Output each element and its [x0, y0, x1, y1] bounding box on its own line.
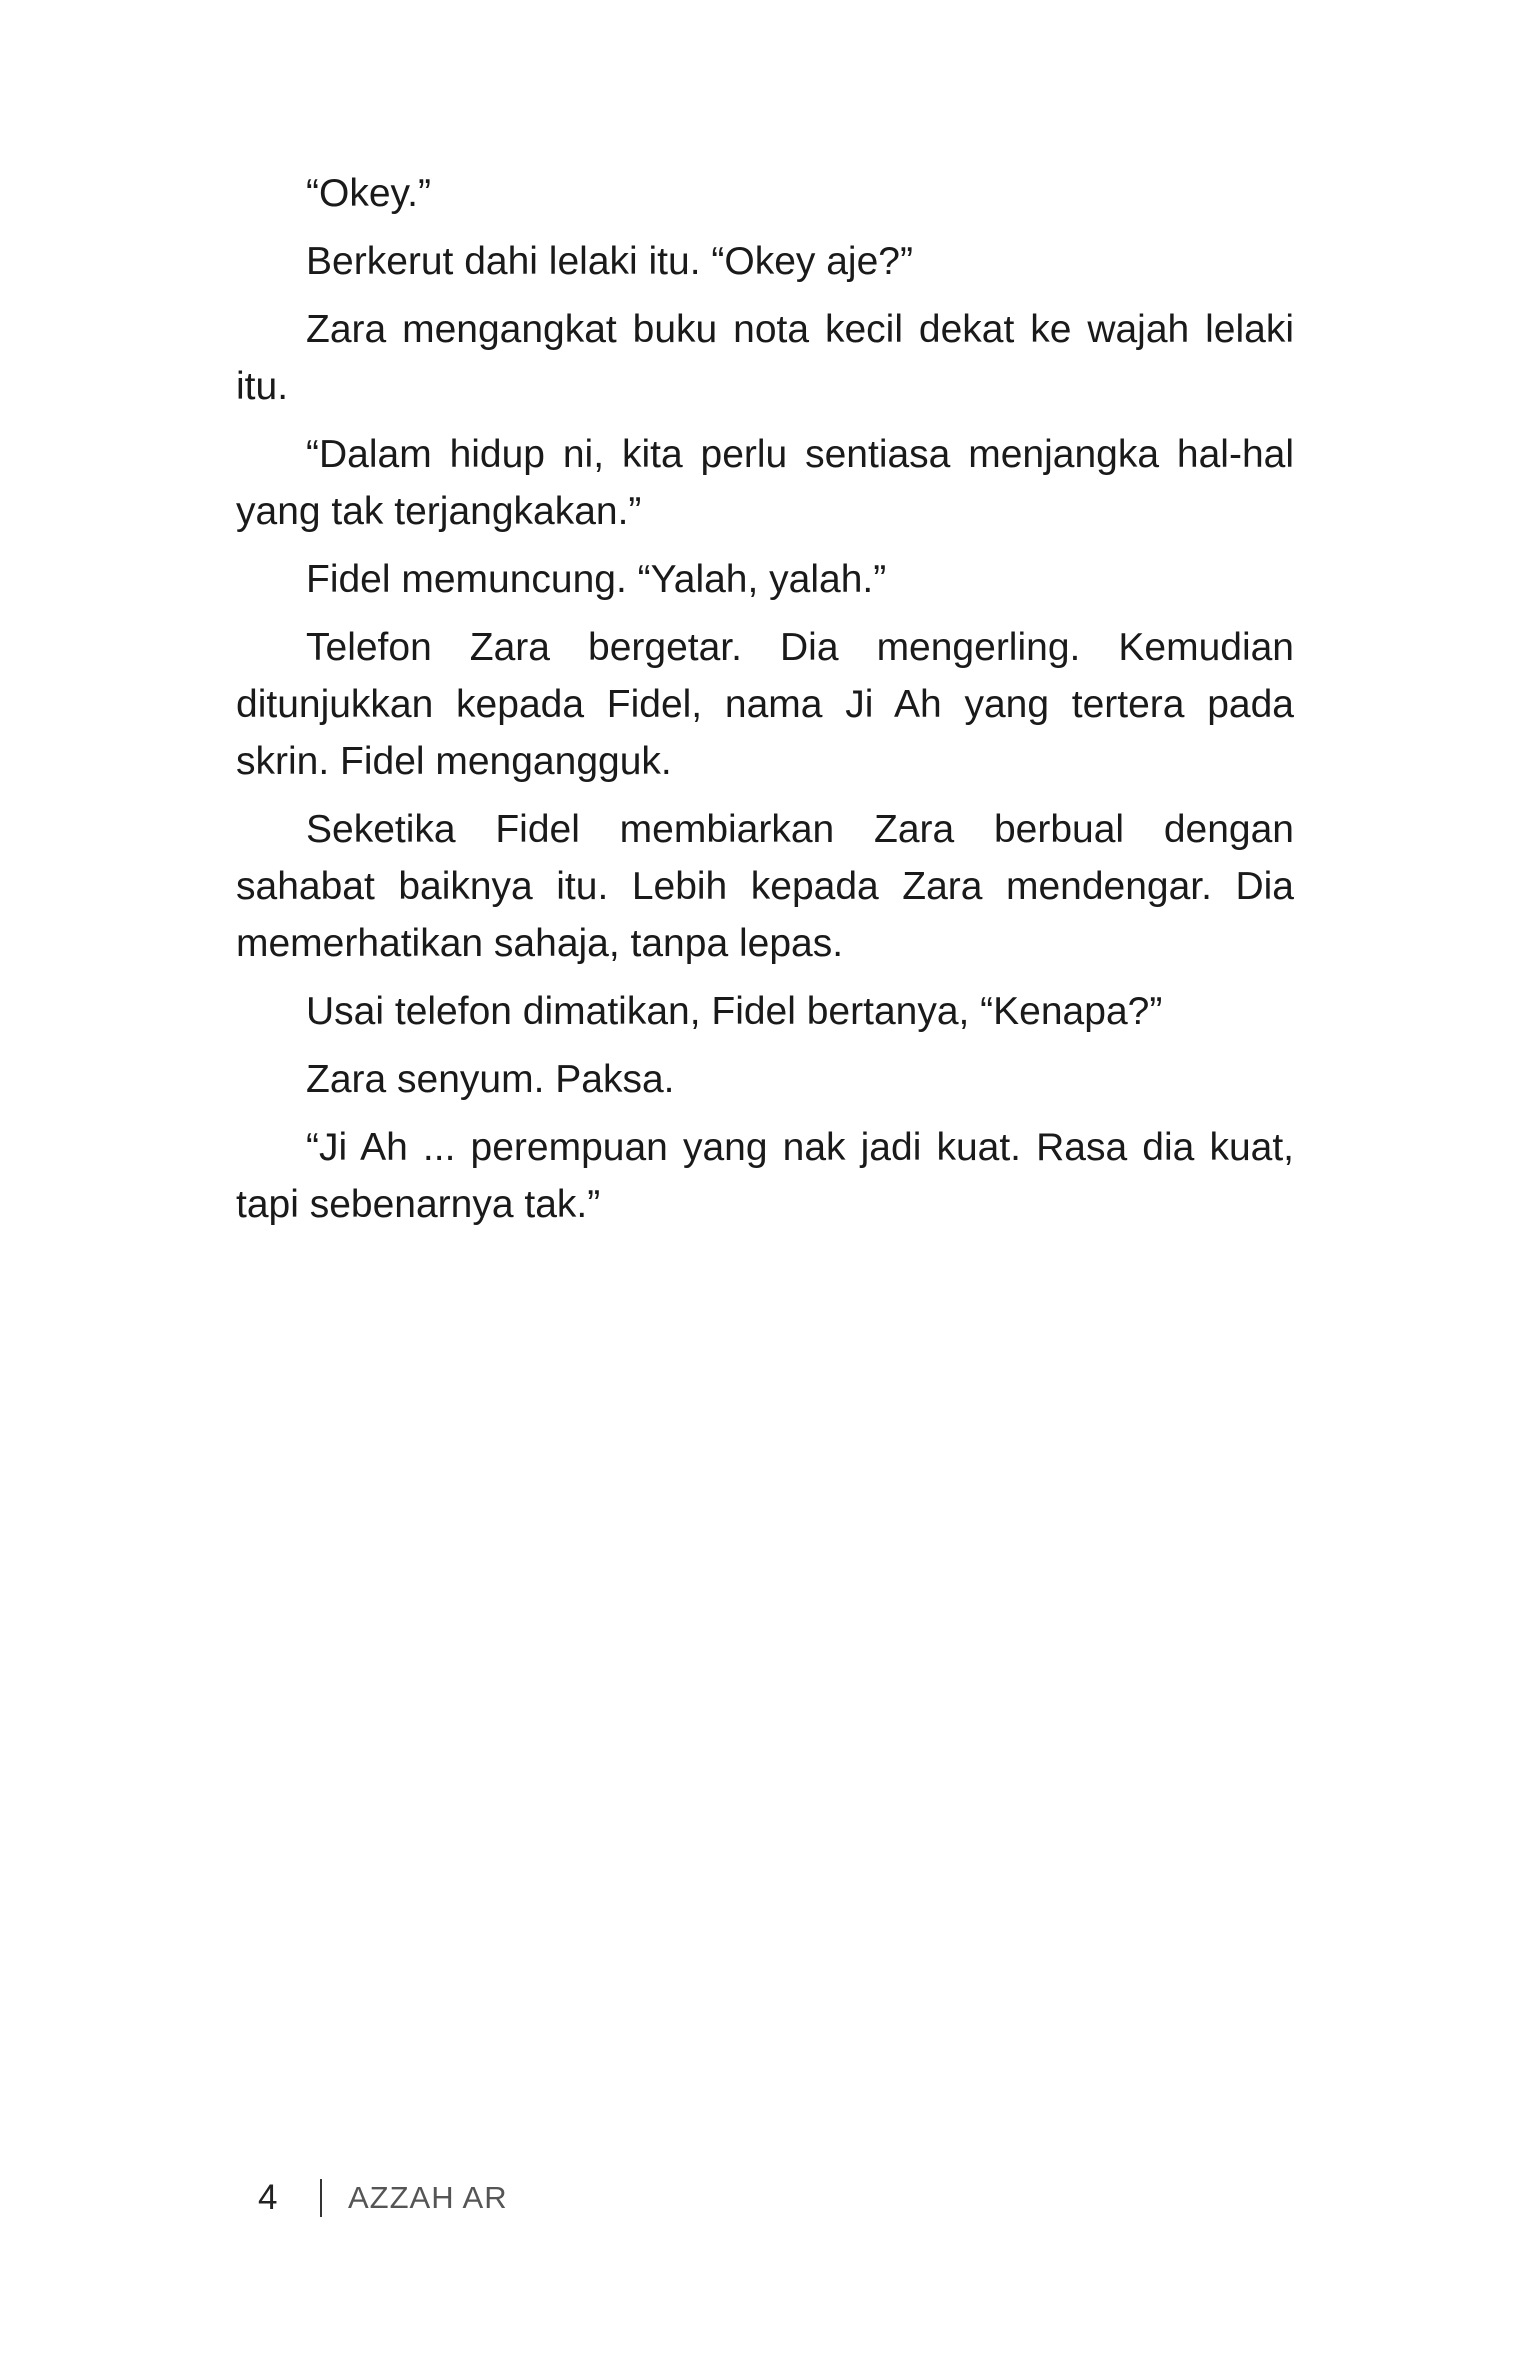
page-footer — [258, 2175, 508, 2221]
paragraph: Fidel memuncung. “Yalah, yalah.” — [306, 558, 887, 601]
paragraph: Telefon Zara bergetar. Dia mengerling. Kemudian ditunjukkan kepada Fidel, nama Ji Ah yang tertera pada skrin. Fidel mengangguk. — [236, 626, 1294, 783]
paragraph: “Okey.” — [306, 172, 431, 215]
body-text — [236, 165, 1294, 1244]
paragraph: Berkerut dahi lelaki itu. “Okey aje?” — [306, 240, 913, 283]
footer-divider — [320, 2179, 322, 2217]
running-head-author: AZZAH AR — [348, 2180, 508, 2215]
paragraph: Usai telefon dimatikan, Fidel bertanya, “Kenapa?” — [306, 990, 1163, 1033]
paragraph: “Dalam hidup ni, kita perlu sentiasa menjangka hal-hal yang tak terjangkakan.” — [236, 433, 1294, 533]
paragraph: Zara senyum. Paksa. — [306, 1058, 675, 1101]
paragraph: Zara mengangkat buku nota kecil dekat ke wajah lelaki itu. — [236, 308, 1294, 408]
paragraph: “Ji Ah ... perempuan yang nak jadi kuat. Rasa dia kuat, tapi sebenarnya tak.” — [236, 1126, 1294, 1226]
page-number: 4 — [258, 2178, 278, 2217]
paragraph: Seketika Fidel membiarkan Zara berbual dengan sahabat baiknya itu. Lebih kepada Zara mendengar. Dia memerhatikan sahaja, tanpa lepas. — [236, 808, 1294, 965]
